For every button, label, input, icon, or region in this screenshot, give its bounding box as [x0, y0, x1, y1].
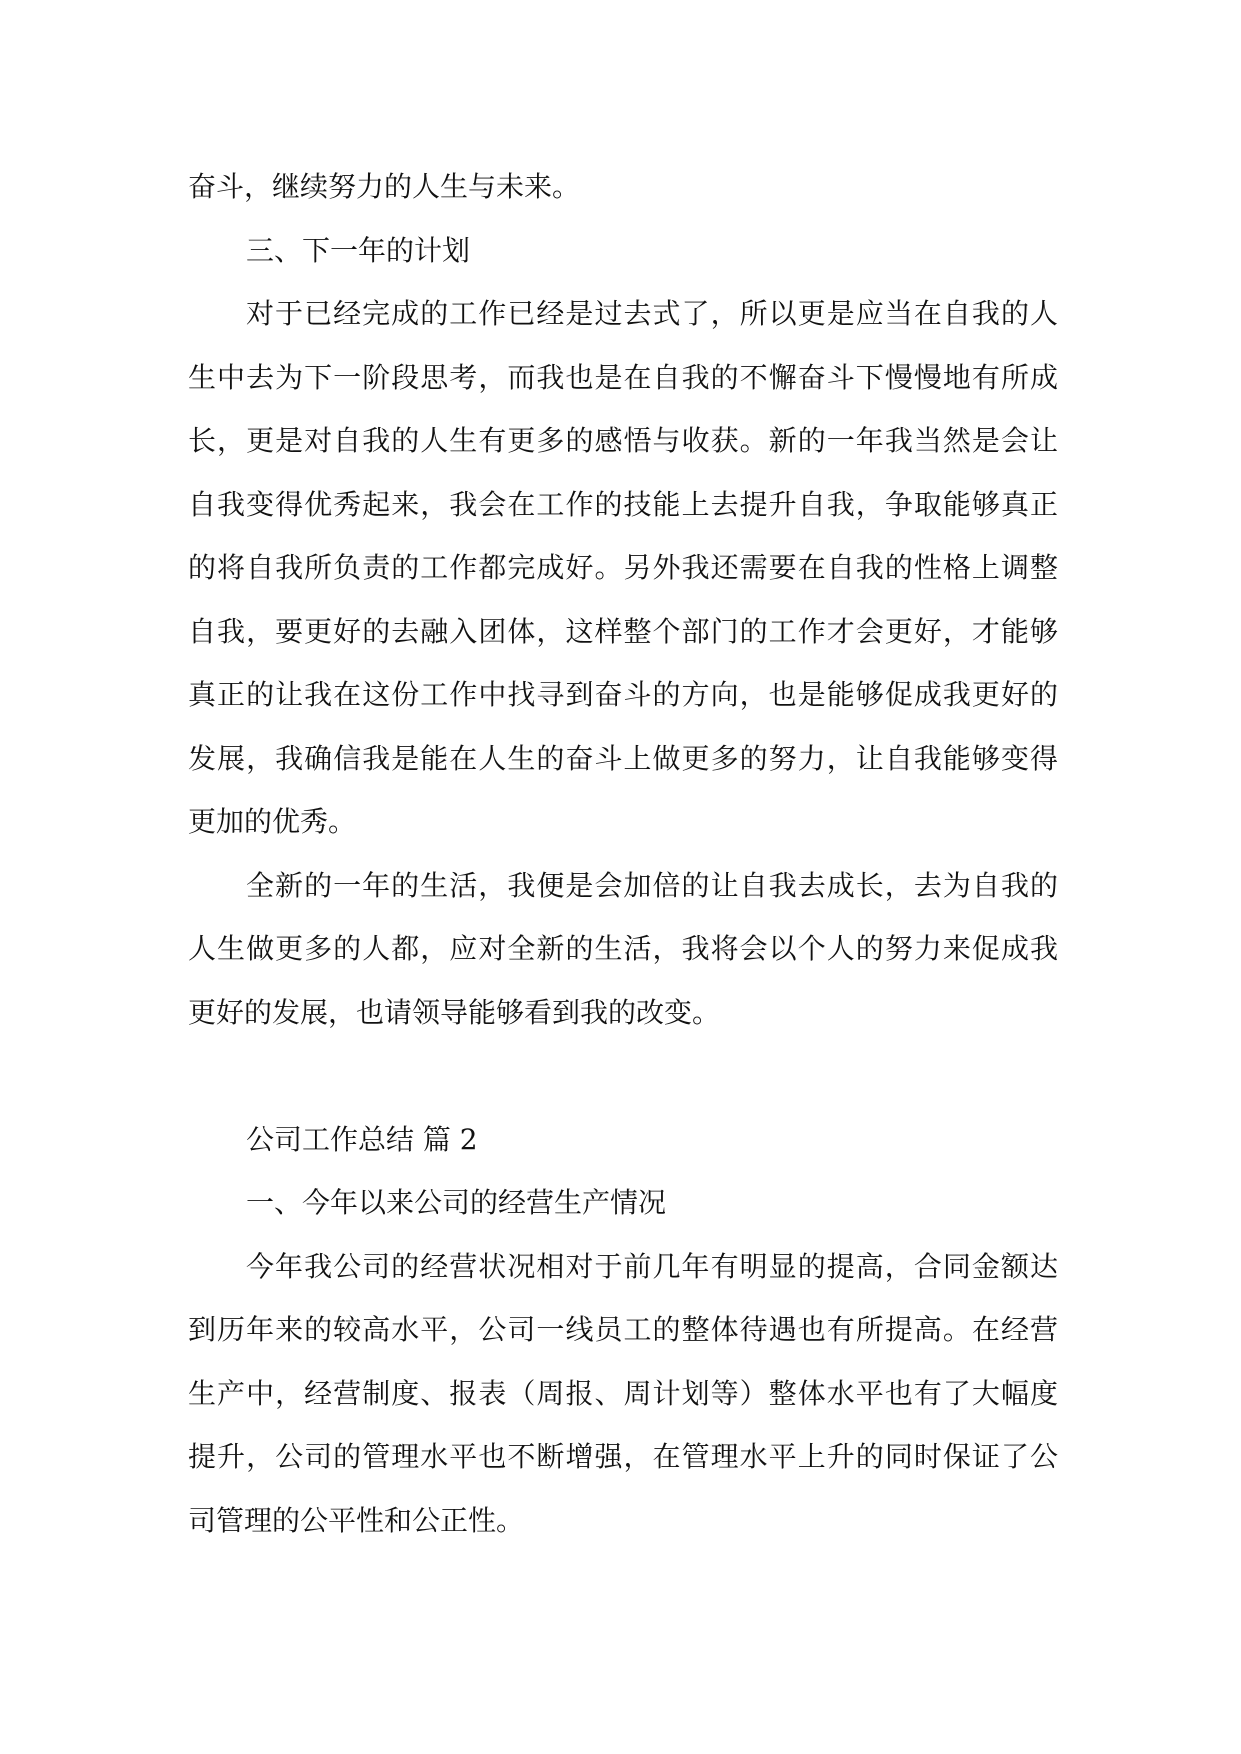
paragraph-line: 自我变得优秀起来，我会在工作的技能上去提升自我，争取能够真正 [188, 487, 1058, 521]
article-title-part-2: 公司工作总结 篇 2 [246, 1122, 478, 1156]
paragraph-line: 更好的发展，也请领导能够看到我的改变。 [188, 995, 721, 1029]
paragraph-line: 自我，要更好的去融入团体，这样整个部门的工作才会更好，才能够 [188, 614, 1058, 648]
paragraph-line: 真正的让我在这份工作中找寻到奋斗的方向，也是能够促成我更好的 [188, 678, 1058, 711]
paragraph-line: 更加的优秀。 [188, 805, 357, 838]
section-heading-operations: 一、今年以来公司的经营生产情况 [246, 1186, 667, 1219]
paragraph-line: 生中去为下一阶段思考，而我也是在自我的不懈奋斗下慢慢地有所成 [188, 360, 1058, 394]
paragraph-line: 长，更是对自我的人生有更多的感悟与收获。新的一年我当然是会让 [188, 424, 1058, 457]
paragraph-line: 全新的一年的生活，我便是会加倍的让自我去成长，去为自我的 [246, 868, 1058, 902]
paragraph-line: 发展，我确信我是能在人生的奋斗上做更多的努力，让自我能够变得 [188, 741, 1058, 775]
document-body [188, 155, 1058, 1552]
paragraph-line: 对于已经完成的工作已经是过去式了，所以更是应当在自我的人 [246, 297, 1058, 330]
paragraph-line: 奋斗，继续努力的人生与未来。 [188, 170, 581, 203]
paragraph-line: 今年我公司的经营状况相对于前几年有明显的提高，合同金额达 [246, 1249, 1058, 1283]
paragraph-line: 到历年来的较高水平，公司一线员工的整体待遇也有所提高。在经营 [188, 1313, 1058, 1346]
paragraph-line: 的将自我所负责的工作都完成好。另外我还需要在自我的性格上调整 [188, 551, 1058, 584]
paragraph-line: 生产中，经营制度、报表（周报、周计划等）整体水平也有了大幅度 [188, 1376, 1058, 1410]
paragraph-line: 司管理的公平性和公正性。 [188, 1503, 525, 1537]
section-heading-next-year-plan: 三、下一年的计划 [246, 233, 471, 267]
paragraph-spacer [188, 1044, 1058, 1108]
paragraph-line: 提升，公司的管理水平也不断增强，在管理水平上升的同时保证了公 [188, 1440, 1058, 1473]
paragraph-line: 人生做更多的人都，应对全新的生活，我将会以个人的努力来促成我 [188, 932, 1058, 965]
